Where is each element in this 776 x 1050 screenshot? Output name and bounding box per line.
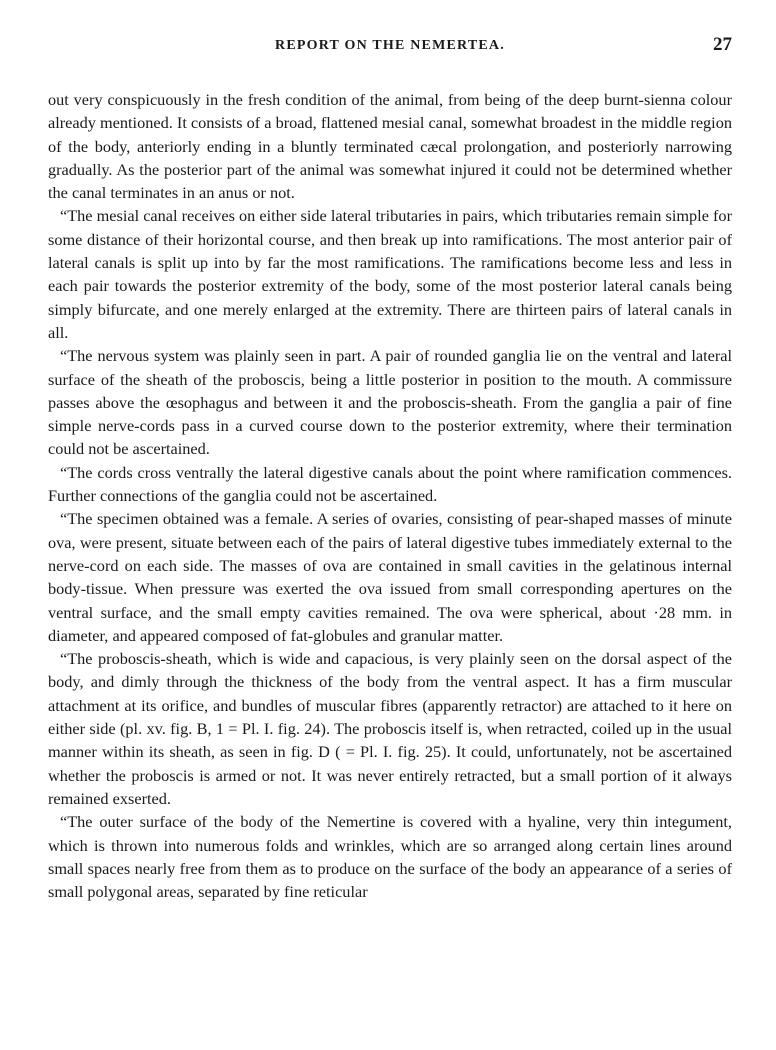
paragraph-mesial-canal: “The mesial canal receives on either side lateral tributaries in pairs, which tributaries remain simple for some distance of their horizontal course, and then break up into ramifications. The most anterior pair of lateral canals is split up into by far the most ramifications. The ramifications become less and less in each pair towards the posterior extremity of the body, some of the most posterior lateral canals being simply bifurcate, and one merely enlarged at the extremity. There are thirteen pairs of lateral canals in all. [48,206,732,342]
page-number: 27 [713,34,732,55]
paragraph-proboscis-sheath: “The proboscis-sheath, which is wide and capacious, is very plainly seen on the dorsal aspect of the body, and dimly through the thickness of the body from the ventral aspect. It has a firm muscular attachment at its orifice, and bundles of muscular fibres (apparently retractor) are attached to it here on either side (pl. xv. fig. B, 1 = Pl. I. fig. 24). The proboscis itself is, when retracted, coiled up in the usual manner within its sheath, as seen in fig. D ( = Pl. I. fig. 25). It could, unfortunately, not be ascertained whether the proboscis is armed or not. It was never entirely retracted, but a small portion of it always remained exserted. [48,649,732,808]
paragraph-specimen: “The specimen obtained was a female. A series of ovaries, consisting of pear-shaped masses of minute ova, were present, situate between each of the pairs of lateral digestive tubes immediately external to the nerve-cord on each side. The masses of ova are contained in small cavities in the gelatinous internal body-tissue. When pressure was exerted the ova issued from small corresponding apertures on the ventral surface, and the small empty cavities remained. The ova were spherical, about ·28 mm. in diameter, and appeared composed of fat-globules and granular matter. [48,509,732,645]
paragraph-outer-surface: “The outer surface of the body of the Nemertine is covered with a hyaline, very thin integument, which is thrown into numerous folds and wrinkles, which are so arranged along certain lines around small spaces nearly free from them as to produce on the surface of the body an appearance of a series of small polygonal areas, separated by fine reticular [48,812,732,902]
body-text [48,88,732,903]
paragraph-nervous-system: “The nervous system was plainly seen in part. A pair of rounded ganglia lie on the ventral and lateral surface of the sheath of the proboscis, being a little posterior in position to the mouth. A commissure passes above the œsophagus and between it and the proboscis-sheath. From the ganglia a pair of fine simple nerve-cords pass in a curved course down to the posterior extremity, where their termination could not be ascertained. [48,346,732,459]
paragraph-cords: “The cords cross ventrally the lateral digestive canals about the point where ramification commences. Further connections of the ganglia could not be ascertained. [48,462,732,506]
running-head: REPORT ON THE NEMERTEA. [275,38,505,53]
page-header [48,34,732,68]
paragraph-continued: out very conspicuously in the fresh condition of the animal, from being of the deep burnt-sienna colour already mentioned. It consists of a broad, flattened mesial canal, somewhat broadest in the middle region of the body, anteriorly ending in a bluntly terminated cæcal prolongation, and posteriorly narrowing gradually. As the posterior part of the animal was somewhat injured it could not be determined whether the canal terminates in an anus or not. [48,90,732,203]
